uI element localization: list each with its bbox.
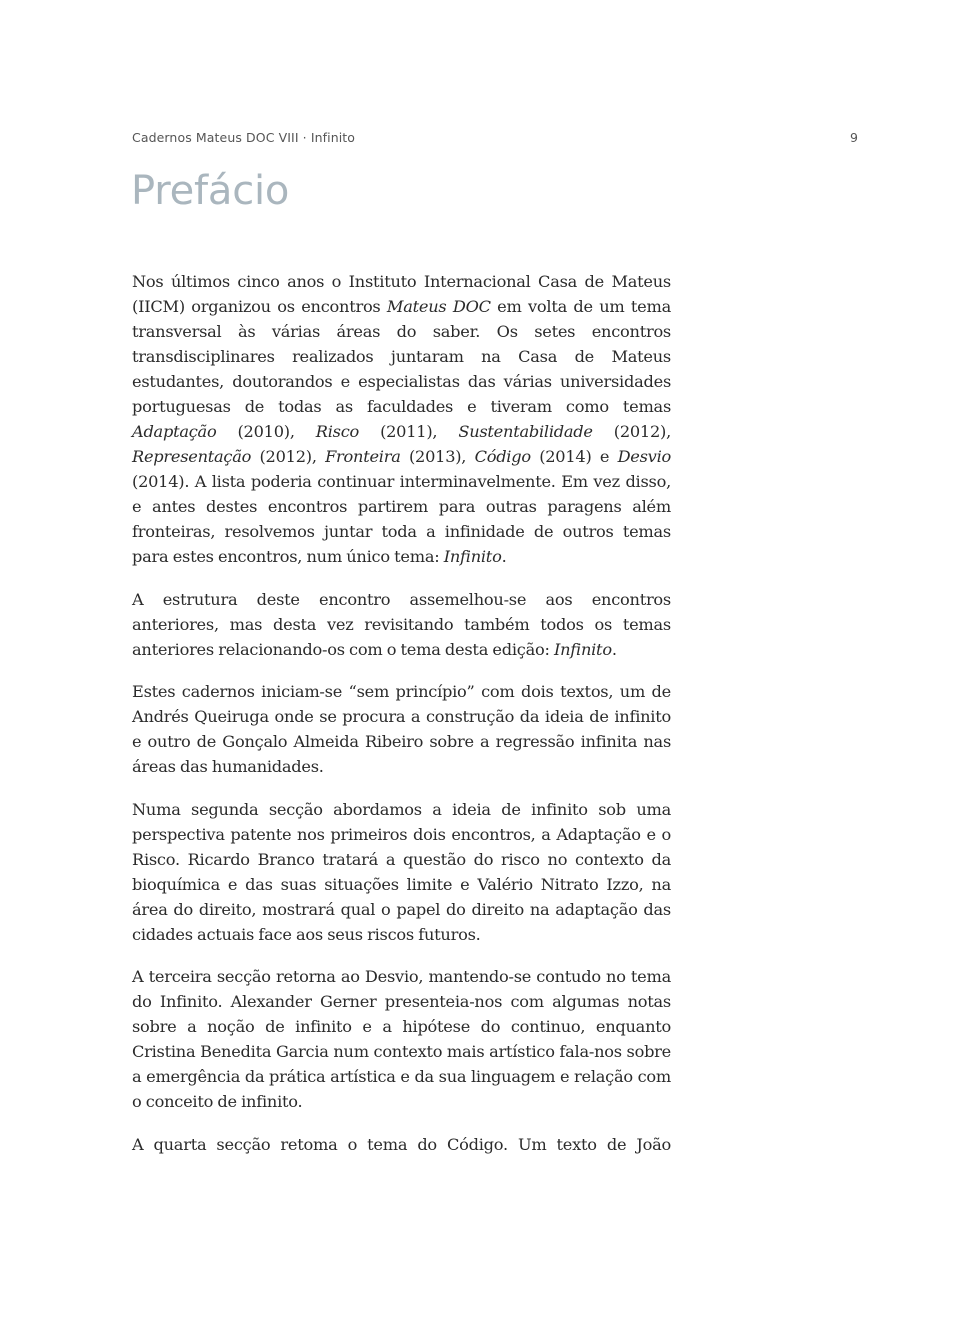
page-number: 9 bbox=[850, 130, 858, 145]
paragraph-1: Nos últimos cinco anos o Instituto Internacional Casa de Mateus (IICM) organizou os encontros Mateus DOC em volta de um tema transversal às várias áreas do saber. Os setes encontros transdisciplinares realizados juntaram na Casa de Mateus estudantes, doutorandos e especialistas das várias universidades portuguesas de todas as faculdades e tiveram como temas Adaptação (2010), Risco (2011), Sustentabilidade (2012), Representação (2012), Fronteira (2013), Código (2014) e Desvio (2014). A lista poderia continuar interminavelmente. Em vez disso, e antes destes encontros partirem para outras paragens além fronteiras, resolvemos juntar toda a infinidade de outros temas para estes encontros, num único tema: Infinito. bbox=[132, 272, 671, 566]
paragraph-3: Estes cadernos iniciam-se “sem princípio” com dois textos, um de Andrés Queiruga onde se procura a construção da ideia de infinito e outro de Gonçalo Almeida Ribeiro sobre a regressão infinita nas áreas das humanidades. bbox=[132, 682, 671, 776]
paragraph-2: A estrutura deste encontro assemelhou-se aos encontros anteriores, mas desta vez revisitando também todos os temas anteriores relacionando-os com o tema desta edição: Infinito. bbox=[132, 589, 671, 659]
body-text bbox=[132, 269, 671, 1157]
paragraph-4: Numa segunda secção abordamos a ideia de infinito sob uma perspectiva patente nos primeiros dois encontros, a Adaptação e o Risco. Ricardo Branco tratará a questão do risco no contexto da bioquímica e das suas situações limite e Valério Nitrato Izzo, na área do direito, mostrará qual o papel do direito na adaptação das cidades actuais face aos seus riscos futuros. bbox=[132, 799, 671, 944]
running-head: Cadernos Mateus DOC VIII · Infinito bbox=[132, 130, 356, 145]
paragraph-6: A quarta secção retoma o tema do Código. Um texto de João bbox=[132, 1134, 671, 1154]
paragraph-5: A terceira secção retorna ao Desvio, mantendo-se contudo no tema do Infinito. Alexander Gerner presenteia-nos com algumas notas sobre a noção de infinito e a hipótese do continuo, enquanto Cristina Benedita Garcia num contexto mais artístico fala-nos sobre a emergência da prática artística e da sua linguagem e relação com o conceito de infinito. bbox=[132, 967, 671, 1111]
page-title: Prefácio bbox=[131, 168, 290, 214]
